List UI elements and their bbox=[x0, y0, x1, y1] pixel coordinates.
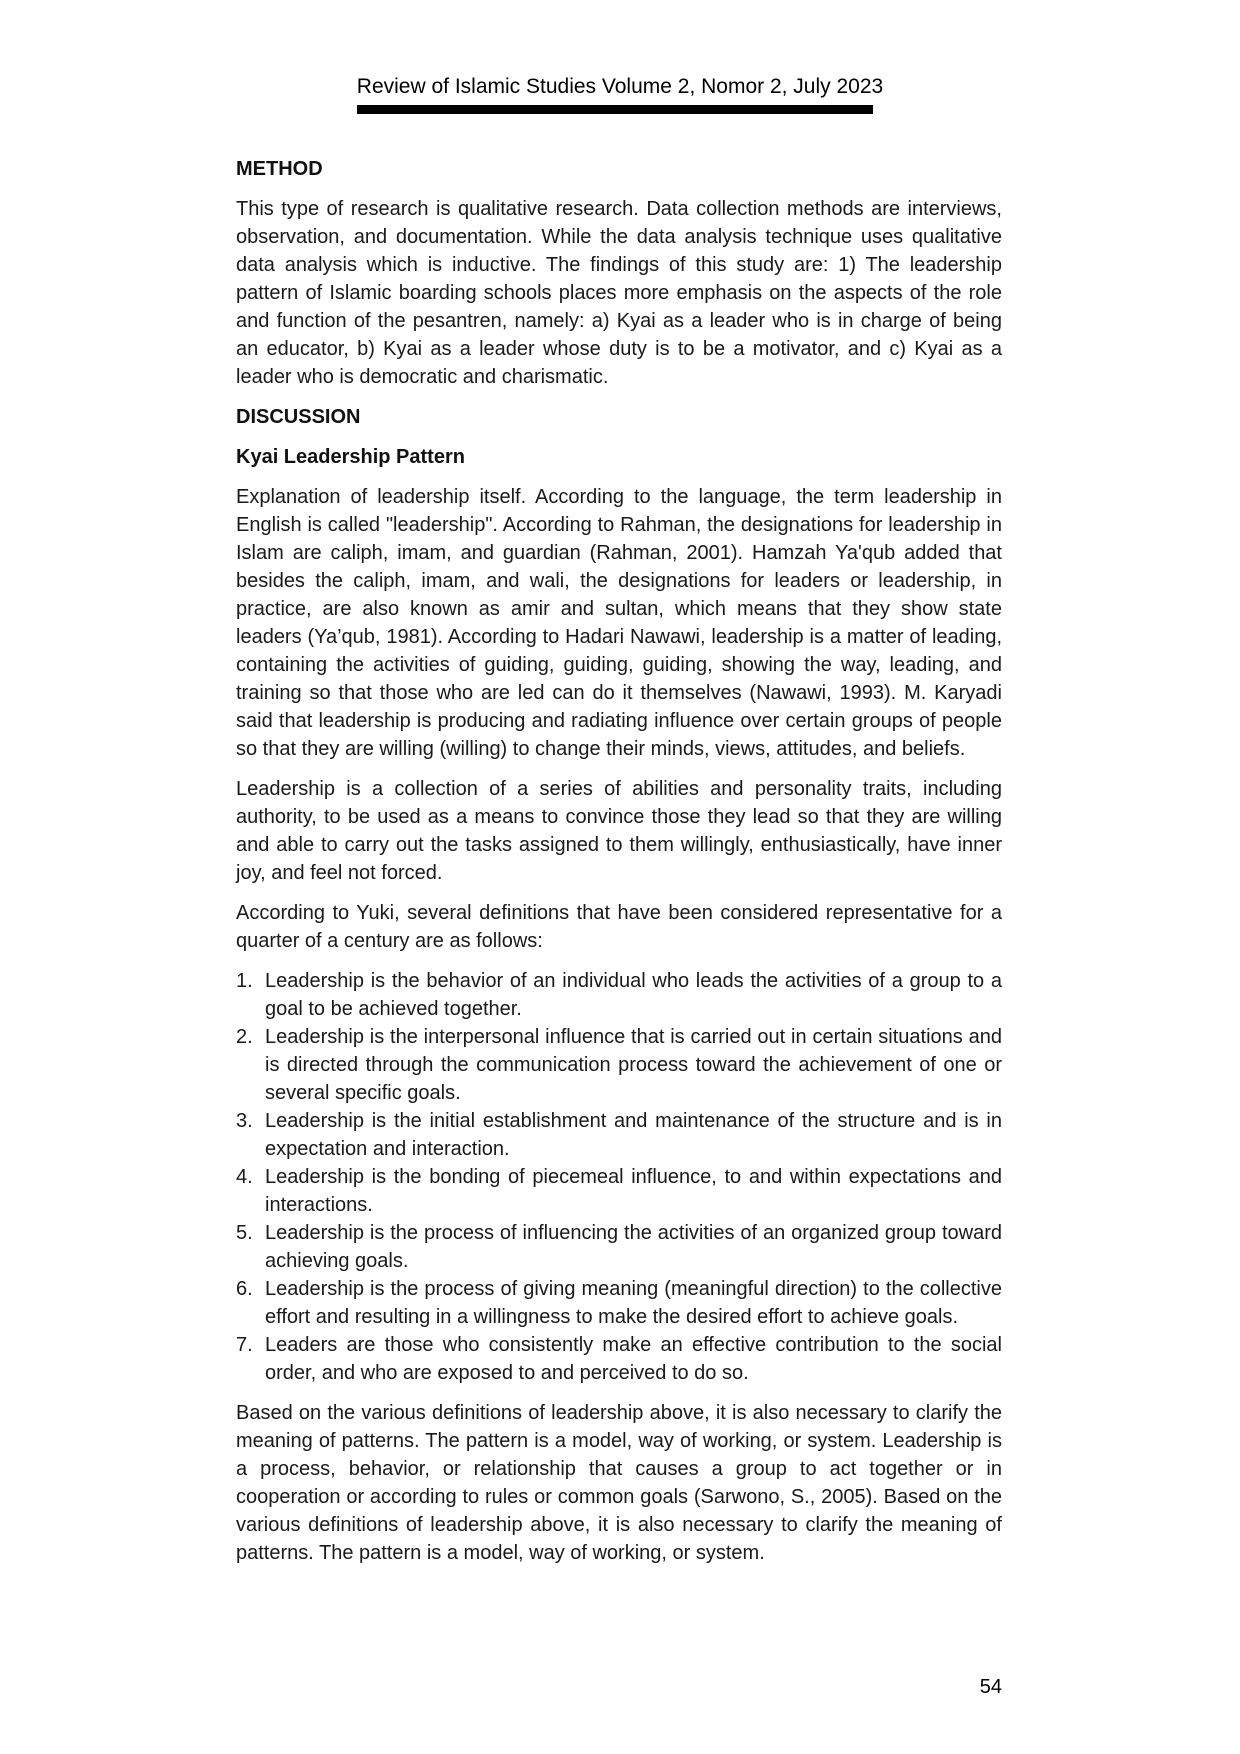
list-number: 2. bbox=[236, 1026, 253, 1048]
list-item bbox=[236, 1219, 1002, 1275]
running-header: Review of Islamic Studies Volume 2, Nomor 2, July 2023 bbox=[356, 75, 884, 98]
list-number: 5. bbox=[236, 1222, 253, 1244]
article-body bbox=[236, 155, 1002, 1579]
list-number: 7. bbox=[236, 1334, 253, 1356]
list-item bbox=[236, 1023, 1002, 1107]
list-item-text: Leadership is the process of giving meaning (meaningful direction) to the collective effort and resulting in a willingness to make the desired effort to achieve goals. bbox=[265, 1278, 1002, 1328]
section-heading-discussion: DISCUSSION bbox=[236, 406, 361, 428]
list-item-text: Leadership is the bonding of piecemeal influence, to and within expectations and interactions. bbox=[265, 1166, 1002, 1216]
body-paragraph: Based on the various definitions of leadership above, it is also necessary to clarify the meaning of patterns. The pattern is a model, way of working, or system. Leadership is a process, behavior, or relationship that causes a group to act together or in cooperation or according to rules or common goals (Sarwono, S., 2005). Based on the various definitions of leadership above, it is also necessary to clarify the meaning of patterns. The pattern is a model, way of working, or system. bbox=[236, 1402, 1002, 1564]
list-number: 6. bbox=[236, 1278, 253, 1300]
subsection-heading-kyai-leadership-pattern: Kyai Leadership Pattern bbox=[236, 446, 465, 468]
list-item bbox=[236, 1275, 1002, 1331]
list-item-text: Leadership is the interpersonal influence that is carried out in certain situations and is directed through the communication process toward the achievement of one or several specific goals. bbox=[265, 1026, 1002, 1104]
list-item bbox=[236, 1331, 1002, 1387]
list-item bbox=[236, 1107, 1002, 1163]
definitions-list bbox=[236, 967, 1002, 1387]
list-item bbox=[236, 1163, 1002, 1219]
method-paragraph: This type of research is qualitative research. Data collection methods are interviews, observation, and documentation. While the data analysis technique uses qualitative data analysis which is inductive. The findings of this study are: 1) The leadership pattern of Islamic boarding schools places more emphasis on the aspects of the role and function of the pesantren, namely: a) Kyai as a leader who is in charge of being an educator, b) Kyai as a leader whose duty is to be a motivator, and c) Kyai as a leader who is democratic and charismatic. bbox=[236, 198, 1002, 388]
list-number: 4. bbox=[236, 1166, 253, 1188]
section-heading-method: METHOD bbox=[236, 158, 323, 180]
list-number: 1. bbox=[236, 970, 253, 992]
body-paragraph: According to Yuki, several definitions that have been considered representative for a quarter of a century are as follows: bbox=[236, 902, 1002, 952]
list-item-text: Leadership is the initial establishment and maintenance of the structure and is in expectation and interaction. bbox=[265, 1110, 1002, 1160]
list-item-text: Leadership is the process of influencing the activities of an organized group toward achieving goals. bbox=[265, 1222, 1002, 1272]
list-number: 3. bbox=[236, 1110, 253, 1132]
page-number: 54 bbox=[979, 1676, 1002, 1698]
body-paragraph: Explanation of leadership itself. According to the language, the term leadership in English is called "leadership". According to Rahman, the designations for leadership in Islam are caliph, imam, and guardian (Rahman, 2001). Hamzah Ya'qub added that besides the caliph, imam, and wali, the designations for leaders or leadership, in practice, are also known as amir and sultan, which means that they show state leaders (Ya’qub, 1981). According to Hadari Nawawi, leadership is a matter of leading, containing the activities of guiding, guiding, guiding, showing the way, leading, and training so that those who are led can do it themselves (Nawawi, 1993). M. Karyadi said that leadership is producing and radiating influence over certain groups of people so that they are willing (willing) to change their minds, views, attitudes, and beliefs. bbox=[236, 486, 1002, 760]
body-paragraph: Leadership is a collection of a series of abilities and personality traits, including authority, to be used as a means to convince those they lead so that they are willing and able to carry out the tasks assigned to them willingly, enthusiastically, have inner joy, and feel not forced. bbox=[236, 778, 1002, 884]
header-rule bbox=[357, 105, 873, 114]
list-item-text: Leadership is the behavior of an individual who leads the activities of a group to a goal to be achieved together. bbox=[265, 970, 1002, 1020]
list-item bbox=[236, 967, 1002, 1023]
list-item-text: Leaders are those who consistently make an effective contribution to the social order, and who are exposed to and perceived to do so. bbox=[265, 1334, 1002, 1384]
